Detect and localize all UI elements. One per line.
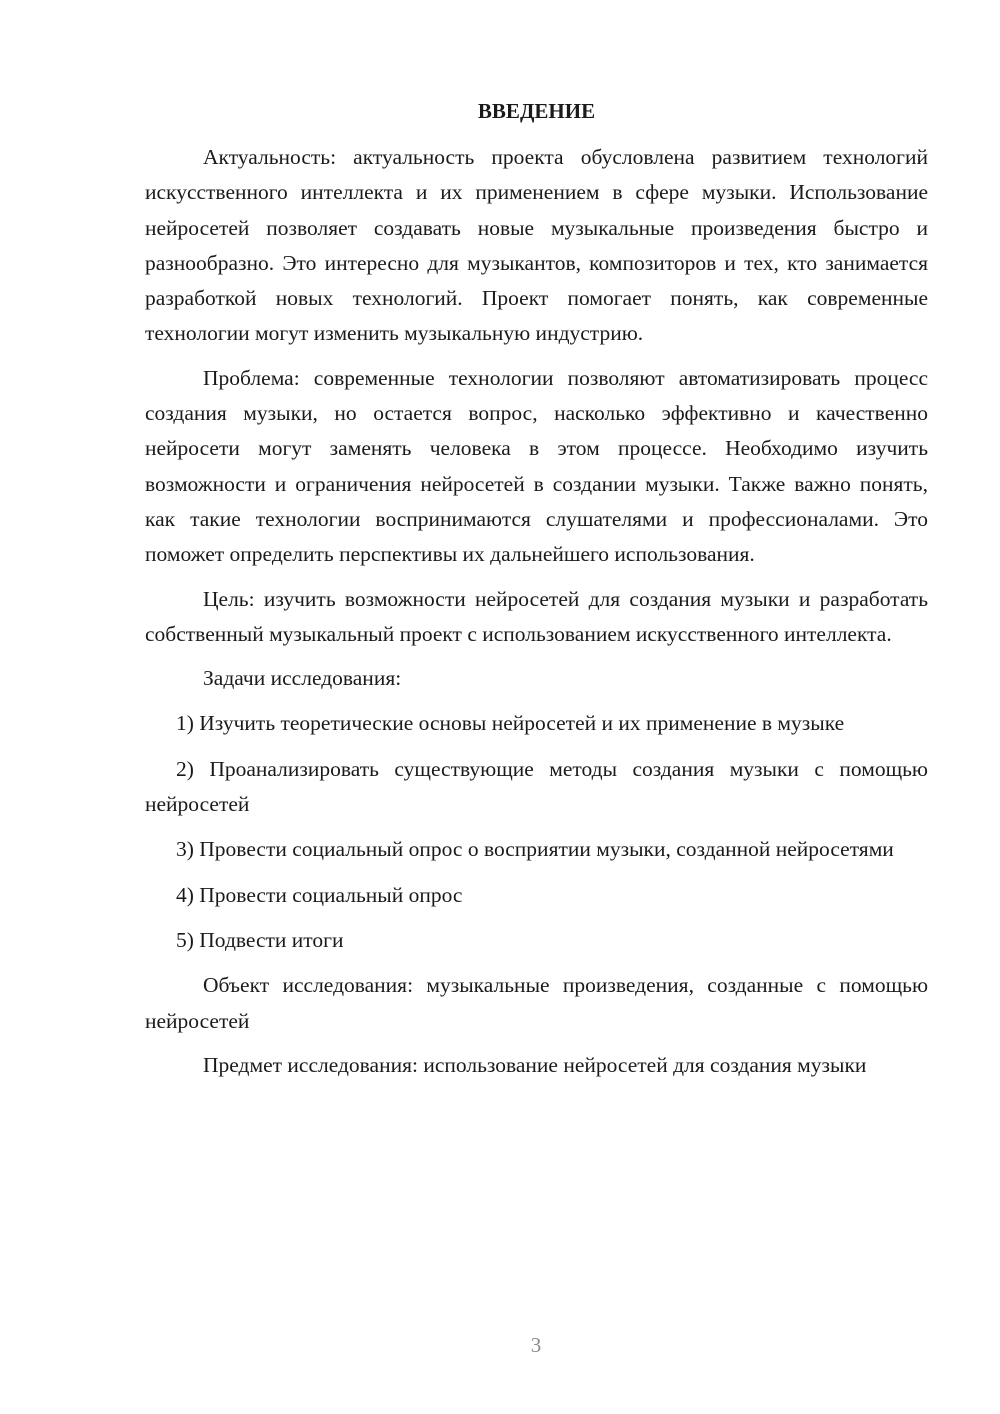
list-item: 4) Провести социальный опрос [176, 882, 463, 907]
tasks-heading: Задачи исследования: [203, 666, 402, 691]
paragraph-relevance: Актуальность: актуальность проекта обусловлена развитием технологий искусственного интеллекта и их применением в сфере музыки. Использование нейросетей позволяет создавать новые музыкальные произведения быстро и разнообразно. Это интересно для музыкантов, композиторов и тех, кто занимается разработкой новых технологий. Проект помогает понять, как современные технологии могут изменить музыкальную индустрию. [145, 145, 928, 346]
document-page [145, 94, 928, 1092]
paragraph-subject: Предмет исследования: использование нейросетей для создания музыки [203, 1052, 867, 1077]
page-title: ВВЕДЕНИЕ [477, 99, 596, 123]
paragraph-problem: Проблема: современные технологии позволяют автоматизировать процесс создания музыки, но остается вопрос, насколько эффективно и качественно нейросети могут заменять человека в этом процессе. Необходимо изучить возможности и ограничения нейросетей в создании музыки. Также важно понять, как такие технологии воспринимаются слушателями и профессионалами. Это поможет определить перспективы их дальнейшего использования. [145, 365, 928, 567]
list-item: 5) Подвести итоги [176, 927, 344, 952]
tasks-list [145, 706, 928, 958]
list-item: 2) Проанализировать существующие методы создания музыки с помощью нейросетей [145, 756, 928, 817]
paragraph-object: Объект исследования: музыкальные произведения, созданные с помощью нейросетей [145, 973, 928, 1033]
page-number: 3 [530, 1333, 542, 1357]
list-item: 1) Изучить теоретические основы нейросетей и их применение в музыке [176, 711, 845, 736]
list-item: 3) Провести социальный опрос о восприятии музыки, созданной нейросетями [176, 837, 894, 862]
paragraph-goal: Цель: изучить возможности нейросетей для создания музыки и разработать собственный музыкальный проект с использованием искусственного интеллекта. [145, 586, 928, 646]
